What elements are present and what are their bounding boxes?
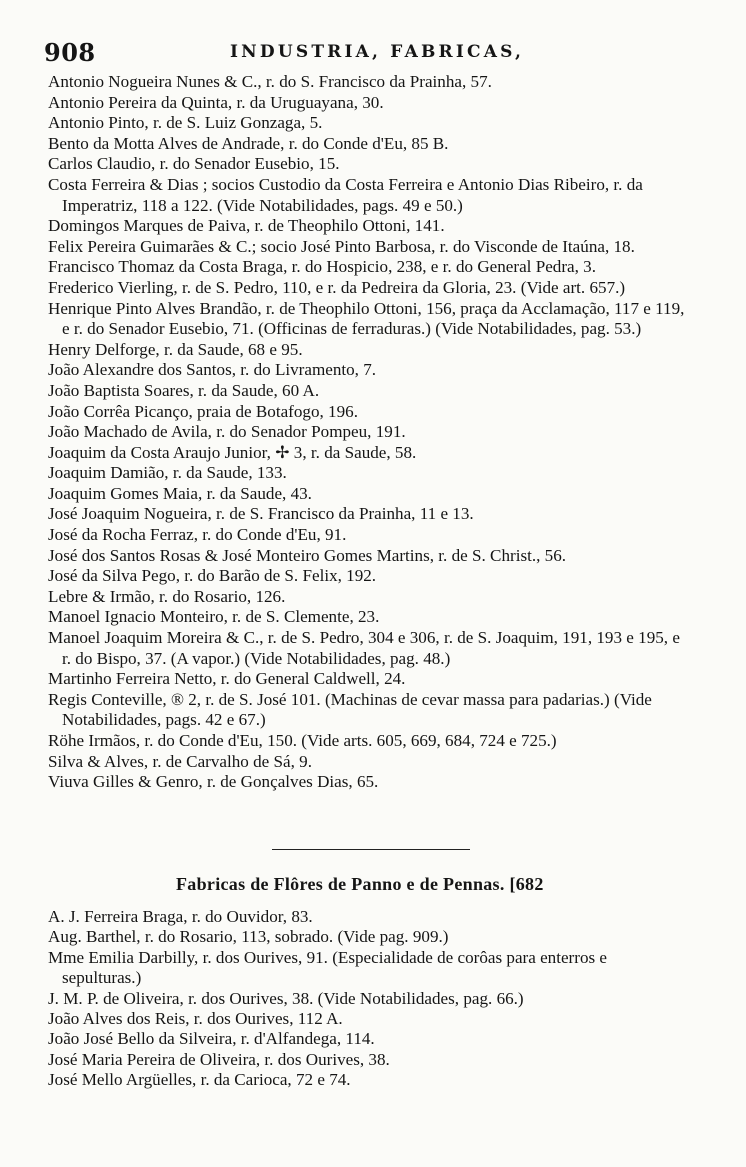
directory-section-flowers [48,907,688,1091]
directory-section-main [48,72,688,793]
list-item: Viuva Gilles & Genro, r. de Gonçalves Dias, 65. [48,772,379,792]
list-item: João Baptista Soares, r. da Saude, 60 A. [48,380,320,400]
list-item: José Joaquim Nogueira, r. de S. Francisco da Prainha, 11 e 13. [48,504,474,524]
list-item: Martinho Ferreira Netto, r. do General Caldwell, 24. [48,669,406,689]
list-item: Aug. Barthel, r. do Rosario, 113, sobrado. (Vide pag. 909.) [48,927,449,947]
section-divider [272,849,470,850]
list-item: Henry Delforge, r. da Saude, 68 e 95. [48,339,303,359]
list-item: Joaquim da Costa Araujo Junior, ✢ 3, r. da Saude, 58. [48,442,417,462]
list-item: Antonio Pereira da Quinta, r. da Uruguayana, 30. [48,92,384,112]
list-item: João José Bello da Silveira, r. d'Alfandega, 114. [48,1029,375,1049]
list-item: J. M. P. de Oliveira, r. dos Ourives, 38. (Vide Notabilidades, pag. 66.) [48,988,524,1008]
list-item: José Maria Pereira de Oliveira, r. dos Ourives, 38. [48,1049,390,1069]
list-item: João Machado de Avila, r. do Senador Pompeu, 191. [48,422,406,442]
list-item: Silva & Alves, r. de Carvalho de Sá, 9. [48,751,312,771]
list-item: Joaquim Damião, r. da Saude, 133. [48,463,287,483]
list-item: José da Silva Pego, r. do Barão de S. Felix, 192. [48,566,377,586]
list-item: Carlos Claudio, r. do Senador Eusebio, 15. [48,154,340,174]
list-item: Joaquim Gomes Maia, r. da Saude, 43. [48,483,312,503]
list-item: Felix Pereira Guimarães & C.; socio José Pinto Barbosa, r. do Visconde de Itaúna, 18. [48,236,635,256]
list-item: Röhe Irmãos, r. do Conde d'Eu, 150. (Vide arts. 605, 669, 684, 724 e 725.) [48,731,557,750]
list-item: A. J. Ferreira Braga, r. do Ouvidor, 83. [48,907,313,926]
list-item: José Mello Argüelles, r. da Carioca, 72 e 74. [48,1070,351,1090]
list-item: José dos Santos Rosas & José Monteiro Gomes Martins, r. de S. Christ., 56. [48,545,567,565]
list-item: Mme Emilia Darbilly, r. dos Ourives, 91. (Especialidade de corôas para enterros e sepulturas.) [48,947,608,988]
list-item: João Alexandre dos Santos, r. do Livramento, 7. [48,360,377,380]
list-item: Antonio Pinto, r. de S. Luiz Gonzaga, 5. [48,113,323,133]
list-item: Frederico Vierling, r. de S. Pedro, 110, e r. da Pedreira da Gloria, 23. (Vide art. 657.) [48,277,626,297]
list-item: Costa Ferreira & Dias ; socios Custodio da Costa Ferreira e Antonio Dias Ribeiro, r. da Imperatriz, 118 a 122. (Vide Notabilidades, pags. 49 e 50.) [48,174,643,215]
list-item: Bento da Motta Alves de Andrade, r. do Conde d'Eu, 85 B. [48,133,449,153]
page-header [44,34,704,74]
list-item: Lebre & Irmão, r. do Rosario, 126. [48,586,286,606]
list-item: Regis Conteville, ® 2, r. de S. José 101. (Machinas de cevar massa para padarias.) (Vide Notabilidades, pags. 42 e 67.) [48,689,652,730]
list-item: Henrique Pinto Alves Brandão, r. de Theophilo Ottoni, 156, praça da Acclamação, 117 e 119, e r. do Senador Eusebio, 71. (Officinas de ferraduras.) (Vide Notabilidades, pag. 53.) [48,298,685,339]
list-item: Manoel Ignacio Monteiro, r. de S. Clemente, 23. [48,607,380,627]
list-item: José da Rocha Ferraz, r. do Conde d'Eu, 91. [48,525,347,545]
section-title: Fabricas de Flôres de Panno e de Pennas. [682 [176,874,544,894]
list-item: João Alves dos Reis, r. dos Ourives, 112 A. [48,1009,343,1029]
page-number: 908 [44,38,96,67]
list-item: Domingos Marques de Paiva, r. de Theophilo Ottoni, 141. [48,216,445,236]
list-item: João Corrêa Picanço, praia de Botafogo, 196. [48,401,358,421]
running-head: INDUSTRIA, FABRICAS, [230,42,525,62]
list-item: Antonio Nogueira Nunes & C., r. do S. Francisco da Prainha, 57. [48,72,492,91]
list-item: Manoel Joaquim Moreira & C., r. de S. Pedro, 304 e 306, r. de S. Joaquim, 191, 193 e 195, e r. do Bispo, 37. (A vapor.) (Vide Notabilidades, pag. 48.) [48,628,680,668]
list-item: Francisco Thomaz da Costa Braga, r. do Hospicio, 238, e r. do General Pedra, 3. [48,257,596,277]
